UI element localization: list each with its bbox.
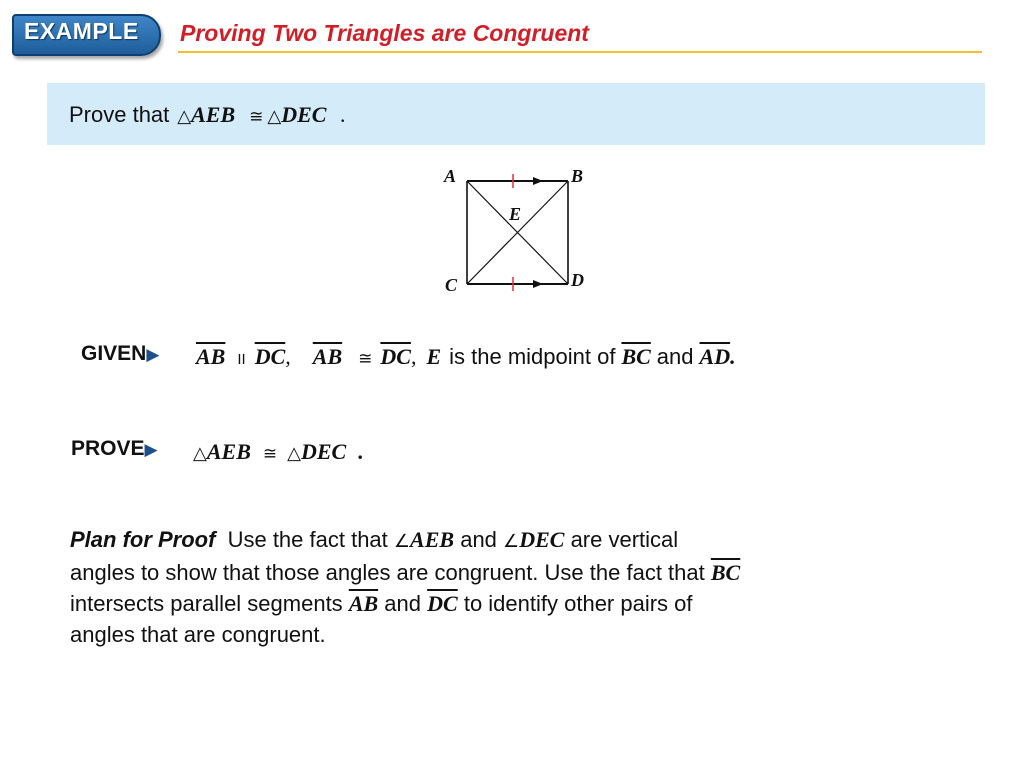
play-arrow-icon: ▶ — [144, 440, 158, 459]
triangle-dec: DEC — [300, 439, 347, 464]
segment-ab: $\overline{AB}$ — [196, 344, 226, 369]
segment-dc: $\overline{DC}$ — [254, 344, 286, 369]
comma: , — [285, 344, 291, 369]
segment-ab: $\overline{AB}$ — [348, 591, 379, 616]
title-underline — [178, 51, 982, 53]
vertex-label-d: D — [571, 270, 584, 290]
segment-ab: $\overline{AB}$ — [312, 344, 343, 369]
plan-text: Use the fact that — [227, 527, 388, 552]
vertex-label-b: B — [571, 166, 584, 186]
triangle-symbol: △ — [193, 443, 207, 464]
given-statement — [196, 344, 736, 370]
vertex-label-c: C — [445, 275, 458, 295]
congruent-symbol: ≅ — [249, 107, 264, 127]
and-text: and — [384, 591, 422, 616]
given-heading — [81, 342, 159, 366]
vertex-label-a: A — [444, 166, 457, 186]
congruent-symbol: ≅ — [262, 444, 278, 464]
plan-text: to identify other pairs of — [463, 591, 693, 616]
vertex-label-e: E — [509, 204, 522, 224]
segment-bc: $\overline{BC}$ — [621, 344, 651, 369]
angle-dec: DEC — [519, 527, 565, 552]
problem-statement — [69, 102, 346, 128]
comma: , — [410, 344, 417, 369]
period: . — [358, 439, 364, 464]
prove-that-label: Prove that — [69, 102, 170, 127]
angle-symbol: ∠ — [393, 531, 411, 552]
plan-line-4: angles that are congruent. — [70, 622, 326, 647]
plan-line-3 — [70, 588, 740, 619]
plan-for-proof — [70, 524, 740, 650]
segment-dc: $\overline{DC}$ — [427, 591, 458, 616]
and-text: and — [460, 527, 497, 552]
plan-line-1 — [70, 524, 740, 557]
page-title: Proving Two Triangles are Congruent — [180, 20, 589, 46]
and-text: and — [656, 344, 694, 369]
plan-text: intersects parallel segments — [70, 591, 343, 616]
midpoint-text: is the midpoint of — [449, 344, 616, 369]
triangle-dec: DEC — [281, 102, 327, 127]
prove-statement — [193, 439, 364, 465]
plan-text: angles to show that those angles are congruent. Use the fact that — [70, 560, 705, 585]
prove-label: PROVE — [71, 437, 145, 460]
prove-heading — [71, 437, 158, 461]
segment-dc: $\overline{DC}$ — [380, 344, 411, 369]
angle-aeb: AEB — [410, 527, 455, 552]
plan-line-2 — [70, 557, 740, 588]
segment-ad: $\overline{AD}$ — [699, 344, 731, 369]
parallel-arrow-ab — [533, 177, 543, 185]
triangle-aeb: AEB — [191, 102, 236, 127]
plan-text: are vertical — [570, 527, 679, 552]
example-badge-label: EXAMPLE — [24, 18, 139, 44]
triangle-symbol: △ — [177, 106, 192, 127]
play-arrow-icon: ▶ — [146, 345, 160, 364]
triangle-symbol: △ — [287, 443, 301, 464]
parallel-arrow-cd — [533, 280, 543, 288]
congruent-symbol: ≅ — [358, 349, 373, 369]
plan-heading: Plan for Proof — [70, 527, 216, 552]
segment-bc: $\overline{BC}$ — [710, 560, 741, 585]
point-e: E — [426, 344, 442, 369]
period: . — [730, 344, 736, 369]
parallel-symbol: II — [237, 351, 246, 368]
given-label: GIVEN — [81, 342, 147, 365]
triangle-aeb: AEB — [206, 439, 251, 464]
angle-symbol: ∠ — [503, 531, 520, 552]
triangle-symbol: △ — [267, 106, 282, 127]
period: . — [340, 102, 346, 127]
